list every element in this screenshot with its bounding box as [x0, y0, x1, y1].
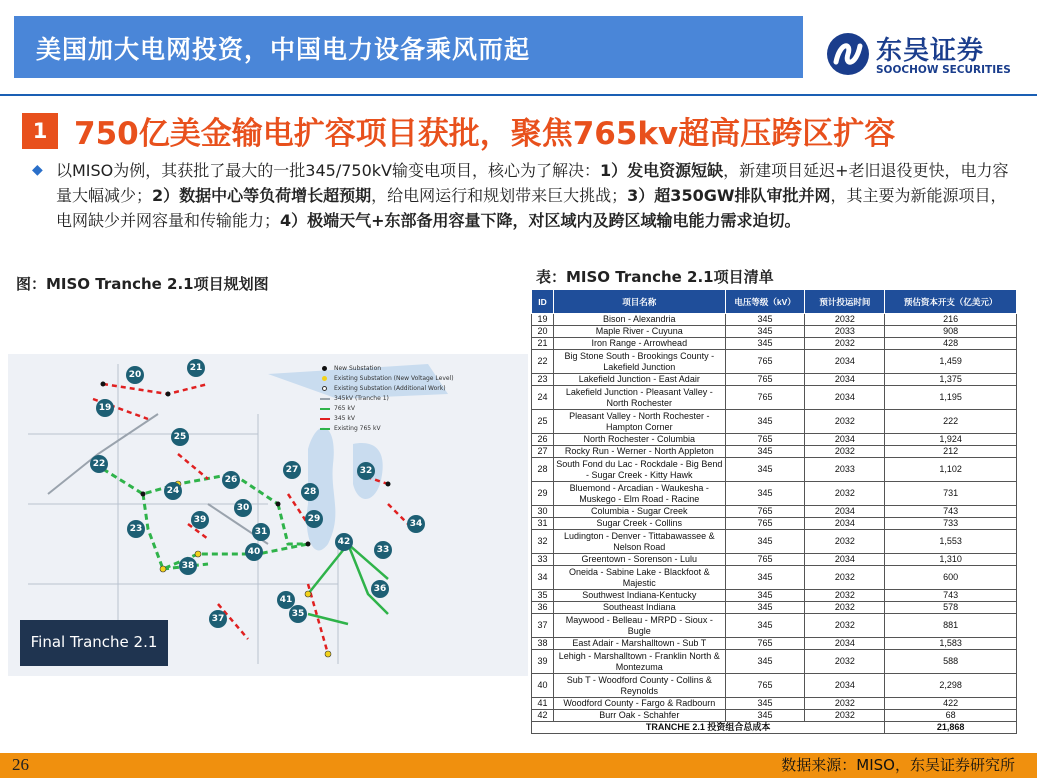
cell-name: Big Stone South - Brookings County - Lakefield Junction: [553, 350, 725, 374]
header-bar: [14, 16, 803, 78]
project-marker: 34: [407, 515, 425, 533]
project-marker: 35: [289, 605, 307, 623]
table-total-row: [532, 722, 1017, 734]
cell-name: Lehigh - Marshalltown - Franklin North & Montezuma: [553, 650, 725, 674]
page-number: 26: [12, 755, 29, 774]
cell-voltage: 345: [725, 410, 805, 434]
table-row: [532, 590, 1017, 602]
project-marker: 25: [171, 428, 189, 446]
map-label: Final Tranche 2.1: [30, 633, 158, 651]
logo-text-en: SOOCHOW SECURITIES: [876, 64, 1011, 76]
cell-id: 40: [532, 674, 554, 698]
cell-date: 2034: [805, 374, 885, 386]
cell-id: 37: [532, 614, 554, 638]
cell-voltage: 345: [725, 530, 805, 554]
cell-name: East Adair - Marshalltown - Sub T: [553, 638, 725, 650]
cell-name: Bison - Alexandria: [553, 314, 725, 326]
table-row: [532, 602, 1017, 614]
cell-name: Southeast Indiana: [553, 602, 725, 614]
cell-date: 2034: [805, 386, 885, 410]
table-row: [532, 482, 1017, 506]
cell-date: 2034: [805, 350, 885, 374]
cell-date: 2032: [805, 698, 885, 710]
project-marker: 29: [305, 510, 323, 528]
cell-name: Pleasant Valley - North Rochester - Hampton Corner: [553, 410, 725, 434]
para-text-2: ，新建项目延迟+老旧退役更快，电力容量大幅减少；: [56, 161, 1009, 205]
cell-capex: 743: [885, 506, 1017, 518]
cell-name: Rocky Run - Werner - North Appleton: [553, 446, 725, 458]
cell-id: 33: [532, 554, 554, 566]
table-row: [532, 530, 1017, 554]
cell-name: Maywood - Belleau - MRPD - Sioux - Bugle: [553, 614, 725, 638]
cell-capex: 731: [885, 482, 1017, 506]
total-value: 21,868: [885, 722, 1017, 734]
cell-capex: 743: [885, 590, 1017, 602]
cell-id: 41: [532, 698, 554, 710]
cell-capex: 908: [885, 326, 1017, 338]
cell-voltage: 765: [725, 506, 805, 518]
cell-id: 19: [532, 314, 554, 326]
company-logo: [826, 30, 1016, 84]
table-caption: 表：MISO Tranche 2.1项目清单: [536, 268, 774, 286]
page-title: 美国加大电网投资，中国电力设备乘风而起: [36, 35, 531, 64]
cell-name: Southwest Indiana-Kentucky: [553, 590, 725, 602]
col-header-id: ID: [532, 290, 554, 314]
cell-name: Iron Range - Arrowhead: [553, 338, 725, 350]
section-number-badge: 1: [22, 113, 58, 149]
legend-item: 345 kV: [318, 414, 454, 424]
cell-capex: 68: [885, 710, 1017, 722]
cell-name: Woodford County - Fargo & Radbourn: [553, 698, 725, 710]
cell-date: 2032: [805, 650, 885, 674]
cell-id: 24: [532, 386, 554, 410]
cell-capex: 1,102: [885, 458, 1017, 482]
table-row: [532, 326, 1017, 338]
cell-name: Ludington - Denver - Tittabawassee & Nelson Road: [553, 530, 725, 554]
project-marker: 41: [277, 591, 295, 609]
project-marker: 21: [187, 359, 205, 377]
project-marker: 30: [234, 499, 252, 517]
cell-id: 28: [532, 458, 554, 482]
cell-date: 2033: [805, 458, 885, 482]
project-marker: 26: [222, 471, 240, 489]
cell-date: 2032: [805, 566, 885, 590]
cell-name: Sugar Creek - Collins: [553, 518, 725, 530]
cell-voltage: 345: [725, 614, 805, 638]
project-marker: 20: [126, 366, 144, 384]
cell-capex: 212: [885, 446, 1017, 458]
cell-date: 2034: [805, 674, 885, 698]
cell-capex: 881: [885, 614, 1017, 638]
cell-name: Lakefield Junction - East Adair: [553, 374, 725, 386]
table-row: [532, 374, 1017, 386]
cell-capex: 578: [885, 602, 1017, 614]
project-marker: 37: [209, 610, 227, 628]
map-label-box: [20, 620, 168, 666]
para-bold-3: 3）超350GW排队审批并网: [627, 186, 831, 205]
project-marker: 27: [283, 461, 301, 479]
summary-paragraph: [56, 158, 1016, 233]
cell-voltage: 345: [725, 602, 805, 614]
cell-voltage: 345: [725, 710, 805, 722]
project-marker: 22: [90, 455, 108, 473]
project-marker: 23: [127, 520, 145, 538]
cell-date: 2033: [805, 326, 885, 338]
cell-id: 27: [532, 446, 554, 458]
cell-id: 39: [532, 650, 554, 674]
project-marker: 31: [252, 523, 270, 541]
col-header-capex: 预估资本开支（亿美元）: [885, 290, 1017, 314]
logo-mark-icon: [826, 32, 870, 76]
project-marker: 19: [96, 399, 114, 417]
project-marker: 39: [191, 511, 209, 529]
cell-capex: 1,375: [885, 374, 1017, 386]
table-row: [532, 410, 1017, 434]
cell-voltage: 345: [725, 590, 805, 602]
para-text-3: ，给电网运行和规划带来巨大挑战；: [371, 186, 628, 205]
cell-voltage: 345: [725, 698, 805, 710]
table-row: [532, 350, 1017, 374]
table-header-row: [532, 290, 1017, 314]
header-divider: [0, 94, 1037, 96]
cell-voltage: 345: [725, 458, 805, 482]
cell-voltage: 765: [725, 386, 805, 410]
para-text-1: 以MISO为例，其获批了最大的一批345/750kV输变电项目，核心为了解决：: [56, 161, 600, 180]
cell-date: 2032: [805, 602, 885, 614]
cell-id: 26: [532, 434, 554, 446]
cell-voltage: 345: [725, 446, 805, 458]
project-marker: 40: [245, 543, 263, 561]
cell-voltage: 765: [725, 350, 805, 374]
diamond-bullet-icon: ◆: [32, 162, 43, 178]
table-row: [532, 566, 1017, 590]
cell-id: 29: [532, 482, 554, 506]
table-row: [532, 614, 1017, 638]
cell-voltage: 345: [725, 482, 805, 506]
project-marker: 28: [301, 483, 319, 501]
cell-id: 21: [532, 338, 554, 350]
cell-id: 22: [532, 350, 554, 374]
cell-name: South Fond du Lac - Rockdale - Big Bend - Sugar Creek - Kitty Hawk: [553, 458, 725, 482]
logo-text-cn: 东吴证券: [876, 36, 985, 66]
data-source: 数据来源：MISO，东吴证券研究所: [781, 756, 1015, 774]
map-legend: [318, 364, 454, 434]
cell-date: 2032: [805, 710, 885, 722]
project-marker: 24: [164, 482, 182, 500]
cell-voltage: 345: [725, 326, 805, 338]
cell-name: Maple River - Cuyuna: [553, 326, 725, 338]
table-row: [532, 638, 1017, 650]
cell-name: Columbia - Sugar Creek: [553, 506, 725, 518]
cell-capex: 588: [885, 650, 1017, 674]
cell-capex: 600: [885, 566, 1017, 590]
cell-id: 25: [532, 410, 554, 434]
cell-name: North Rochester - Columbia: [553, 434, 725, 446]
cell-date: 2034: [805, 434, 885, 446]
project-marker: 38: [179, 557, 197, 575]
para-bold-4: 4）极端天气+东部备用容量下降，对区域内及跨区域输电能力需求迫切。: [280, 211, 801, 230]
legend-item: Existing Substation (New Voltage Level): [318, 374, 454, 384]
cell-date: 2032: [805, 614, 885, 638]
table-row: [532, 554, 1017, 566]
cell-name: Bluemond - Arcadian - Waukesha - Muskego - Elm Road - Racine: [553, 482, 725, 506]
table-row: [532, 446, 1017, 458]
cell-voltage: 765: [725, 638, 805, 650]
cell-voltage: 765: [725, 374, 805, 386]
table-row: [532, 674, 1017, 698]
cell-id: 31: [532, 518, 554, 530]
cell-id: 32: [532, 530, 554, 554]
cell-id: 36: [532, 602, 554, 614]
cell-date: 2034: [805, 506, 885, 518]
cell-date: 2032: [805, 530, 885, 554]
table-row: [532, 518, 1017, 530]
legend-item: 345kV (Tranche 1): [318, 394, 454, 404]
cell-date: 2032: [805, 446, 885, 458]
table-row: [532, 650, 1017, 674]
cell-voltage: 345: [725, 314, 805, 326]
cell-id: 38: [532, 638, 554, 650]
para-bold-2: 2）数据中心等负荷增长超预期: [152, 186, 372, 205]
cell-id: 20: [532, 326, 554, 338]
cell-voltage: 765: [725, 518, 805, 530]
cell-id: 34: [532, 566, 554, 590]
cell-capex: 216: [885, 314, 1017, 326]
table-row: [532, 434, 1017, 446]
cell-capex: 733: [885, 518, 1017, 530]
legend-item: 765 kV: [318, 404, 454, 414]
project-marker: 33: [374, 541, 392, 559]
table-row: [532, 386, 1017, 410]
cell-capex: 1,310: [885, 554, 1017, 566]
cell-date: 2032: [805, 338, 885, 350]
cell-capex: 1,195: [885, 386, 1017, 410]
total-label: TRANCHE 2.1 投资组合总成本: [532, 722, 885, 734]
legend-item: Existing 765 kV: [318, 424, 454, 434]
cell-capex: 222: [885, 410, 1017, 434]
cell-id: 23: [532, 374, 554, 386]
cell-date: 2032: [805, 410, 885, 434]
section-title: 750亿美金输电扩容项目获批，聚焦765kv超高压跨区扩容: [74, 116, 896, 152]
cell-id: 35: [532, 590, 554, 602]
project-marker: 36: [371, 580, 389, 598]
col-header-voltage: 电压等级（kV）: [725, 290, 805, 314]
cell-date: 2034: [805, 554, 885, 566]
cell-capex: 1,924: [885, 434, 1017, 446]
cell-name: Burr Oak - Schahfer: [553, 710, 725, 722]
cell-capex: 422: [885, 698, 1017, 710]
cell-capex: 428: [885, 338, 1017, 350]
project-table: [531, 289, 1017, 734]
cell-voltage: 345: [725, 650, 805, 674]
cell-voltage: 345: [725, 338, 805, 350]
table-row: [532, 698, 1017, 710]
cell-date: 2034: [805, 638, 885, 650]
cell-voltage: 765: [725, 554, 805, 566]
table-row: [532, 314, 1017, 326]
col-header-name: 项目名称: [553, 290, 725, 314]
table-row: [532, 710, 1017, 722]
cell-date: 2032: [805, 590, 885, 602]
cell-date: 2034: [805, 518, 885, 530]
cell-id: 42: [532, 710, 554, 722]
figure-caption: 图：MISO Tranche 2.1项目规划图: [16, 275, 269, 293]
cell-voltage: 765: [725, 434, 805, 446]
cell-name: Lakefield Junction - Pleasant Valley - North Rochester: [553, 386, 725, 410]
cell-capex: 1,583: [885, 638, 1017, 650]
table-row: [532, 458, 1017, 482]
col-header-date: 预计投运时间: [805, 290, 885, 314]
cell-capex: 2,298: [885, 674, 1017, 698]
cell-name: Oneida - Sabine Lake - Blackfoot & Majestic: [553, 566, 725, 590]
table-row: [532, 506, 1017, 518]
cell-capex: 1,553: [885, 530, 1017, 554]
legend-item: Existing Substation (Additional Work): [318, 384, 454, 394]
cell-date: 2032: [805, 314, 885, 326]
cell-voltage: 345: [725, 566, 805, 590]
table-row: [532, 338, 1017, 350]
cell-id: 30: [532, 506, 554, 518]
project-marker: 42: [335, 533, 353, 551]
cell-date: 2032: [805, 482, 885, 506]
cell-capex: 1,459: [885, 350, 1017, 374]
cell-name: Sub T - Woodford County - Collins & Reynolds: [553, 674, 725, 698]
para-text-4: ，其主要为新能源项目，电网缺少并网容量和传输能力；: [56, 186, 1007, 230]
legend-item: New Substation: [318, 364, 454, 374]
para-bold-1: 1）发电资源短缺: [599, 161, 724, 180]
cell-voltage: 765: [725, 674, 805, 698]
cell-name: Greentown - Sorenson - Lulu: [553, 554, 725, 566]
project-marker: 32: [357, 462, 375, 480]
